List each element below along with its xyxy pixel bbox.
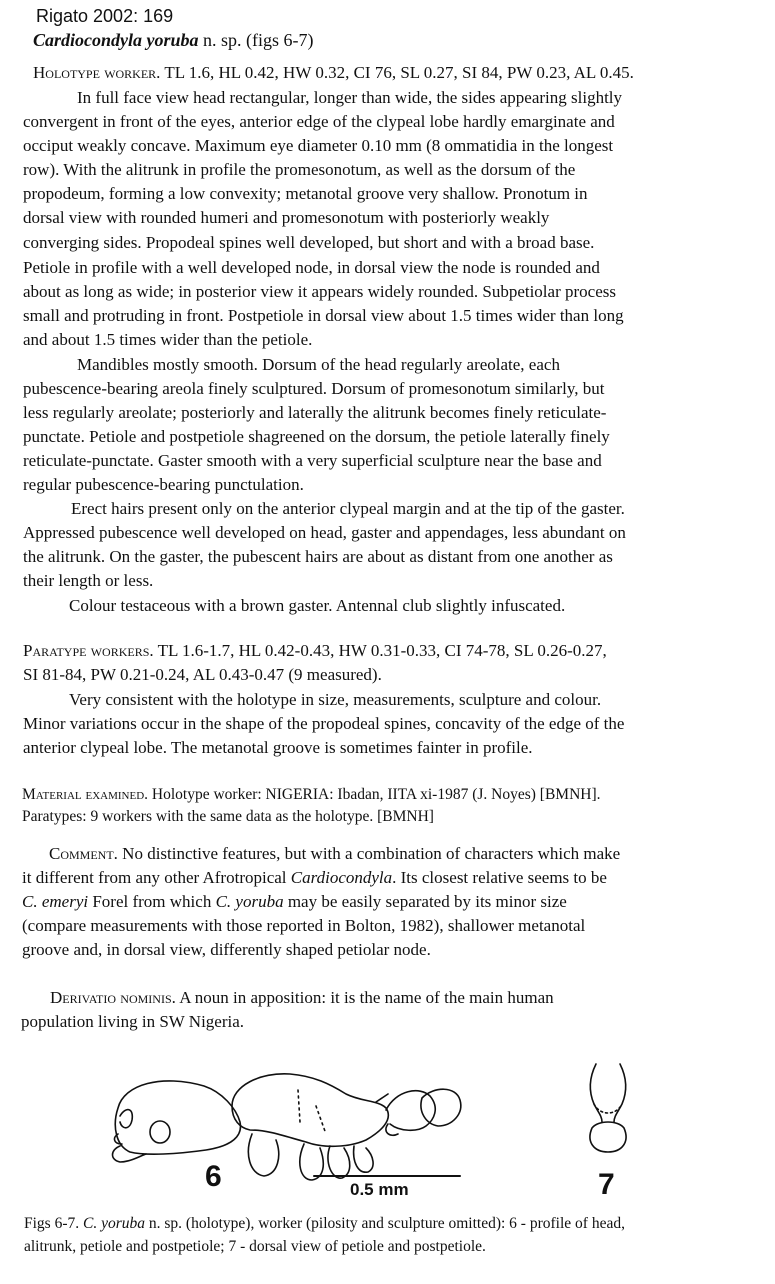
eye: [150, 1121, 170, 1143]
comment-line-2: [22, 867, 607, 889]
text-line: convergent in front of the eyes, anterior edge of the clypeal lobe hardly emarginate and: [23, 112, 615, 131]
material-line-2: Paratypes: 9 workers with the same data as the holotype. [BMNH]: [22, 808, 434, 825]
comment-text-1: No distinctive features, but with a combination of characters which make: [117, 844, 621, 863]
text-line: Petiole in profile with a well developed node, in dorsal view the node is rounded and: [23, 258, 600, 277]
figure-caption-line-1: [24, 1213, 625, 1235]
holotype-heading: Holotype worker.: [33, 63, 161, 82]
text-line: Minor variations occur in the shape of the propodeal spines, concavity of the edge of the: [23, 714, 625, 733]
text-line: dorsal view with rounded humeri and promesonotum with posteriorly weakly: [23, 208, 550, 227]
derivatio-line-1: [50, 987, 554, 1009]
holotype-paragraph-4: Colour testaceous with a brown gaster. Antennal club slightly infuscated.: [69, 596, 566, 615]
text-line: Erect hairs present only on the anterior clypeal margin and at the tip of the gaster.: [71, 499, 625, 518]
hindleg-segment: [354, 1146, 373, 1172]
figure-6-label: 6: [205, 1160, 222, 1193]
species-suffix: n. sp. (figs 6-7): [198, 30, 314, 50]
figure-caption-line-2: alitrunk, petiole and postpetiole; 7 - dorsal view of petiole and postpetiole.: [24, 1238, 486, 1255]
alitrunk-outline: [232, 1074, 388, 1146]
text-line: converging sides. Propodeal spines well developed, but short and with a broad base.: [23, 233, 595, 252]
caption-species: C. yoruba: [83, 1215, 145, 1232]
comment-text: it different from any other Afrotropical: [22, 868, 291, 887]
text-line: less regularly areolate; posteriorly and laterally the alitrunk becomes finely reticulate-: [23, 403, 607, 422]
text-line: occiput weakly concave. Maximum eye diameter 0.10 mm (8 ommatidia in the longest: [23, 136, 614, 155]
text-line: about as long as wide; in posterior view it appears widely rounded. Subpetiolar process: [23, 282, 616, 301]
holotype-measurements: TL 1.6, HL 0.42, HW 0.32, CI 76, SL 0.27, SI 84, PW 0.23, AL 0.45.: [160, 63, 634, 82]
text-line: anterior clypeal lobe. The metanotal groove is sometimes fainter in profile.: [23, 738, 533, 757]
petiole-outline: [386, 1091, 435, 1131]
derivatio-heading: Derivatio nominis.: [50, 988, 176, 1007]
antenna-socket: [120, 1110, 132, 1128]
paratype-measurements-2: SI 81-84, PW 0.21-0.24, AL 0.43-0.47 (9 measured).: [23, 665, 382, 684]
fig7-petiole-left: [590, 1064, 602, 1122]
comment-line-3: [22, 891, 567, 913]
citation: Rigato 2002: 169: [36, 6, 174, 26]
species-emeryi: C. emeryi: [22, 892, 89, 911]
genus-name: Cardiocondyla: [290, 868, 393, 887]
postpetiole-outline: [421, 1089, 461, 1126]
head-outline: [115, 1081, 240, 1154]
text-line: reticulate-punctate. Gaster smooth with a very superficial sculpture near the base and: [23, 451, 602, 470]
text-line: row). With the alitrunk in profile the promesonotum, as well as the dorsum of the: [23, 160, 576, 179]
paratype-measurements-1: TL 1.6-1.7, HL 0.42-0.43, HW 0.31-0.33, CI 74-78, SL 0.26-0.27,: [153, 641, 607, 660]
species-title: [33, 29, 314, 51]
fig7-postpetiole: [590, 1122, 626, 1152]
text-line: the alitrunk. On the gaster, the pubescent hairs are about as distant from one another as: [23, 547, 613, 566]
text-line: small and protruding in front. Postpetiole in dorsal view about 1.5 times wider than long: [23, 306, 624, 325]
comment-heading: Comment.: [49, 844, 118, 863]
paratype-heading: Paratype workers.: [23, 641, 154, 660]
comment-text: may be easily separated by its minor size: [283, 892, 567, 911]
figure-7-label: 7: [598, 1168, 615, 1201]
comment-text: Forel from which: [88, 892, 216, 911]
derivatio-text-1: A noun in apposition: it is the name of the main human: [175, 988, 554, 1007]
paratype-heading-line: [23, 640, 607, 662]
mesosoma-line: [316, 1106, 326, 1134]
foreleg-coxa: [248, 1134, 278, 1176]
comment-text: . Its closest relative seems to be: [392, 868, 607, 887]
text-line: Very consistent with the holotype in size, measurements, sculpture and colour.: [69, 690, 602, 709]
caption-text: n. sp. (holotype), worker (pilosity and sculpture omitted): 6 - profile of head,: [145, 1215, 625, 1232]
comment-line-1: [49, 843, 620, 865]
material-heading: Material examined.: [22, 786, 149, 803]
comment-line-5: groove and, in dorsal view, differently shaped petiolar node.: [22, 940, 431, 959]
species-name: Cardiocondyla yoruba: [33, 30, 199, 50]
comment-line-4: (compare measurements with those reported in Bolton, 1982), shallower metanotal: [22, 916, 586, 935]
text-line: propodeum, forming a low convexity; metanotal groove very shallow. Pronotum in: [23, 184, 588, 203]
material-text-1: Holotype worker: NIGERIA: Ibadan, IITA xi-1987 (J. Noyes) [BMNH].: [148, 786, 601, 803]
text-line: Appressed pubescence well developed on head, gaster and appendages, less abundant on: [23, 523, 626, 542]
text-line: and about 1.5 times wider than the petiole.: [23, 330, 313, 349]
propodeal-spine: [376, 1094, 388, 1102]
caption-text: Figs 6-7.: [24, 1215, 83, 1232]
pronotal-line: [298, 1090, 300, 1122]
scale-bar-label: 0.5 mm: [350, 1180, 409, 1199]
holotype-heading-line: [33, 62, 634, 84]
text-line: In full face view head rectangular, longer than wide, the sides appearing slightly: [77, 88, 623, 107]
hindleg-coxa: [328, 1146, 350, 1178]
species-yoruba: C. yoruba: [215, 892, 284, 911]
text-line: regular pubescence-bearing punctulation.: [23, 475, 304, 494]
text-line: their length or less.: [23, 571, 154, 590]
text-line: punctate. Petiole and postpetiole shagreened on the dorsum, the petiole laterally finely: [23, 427, 610, 446]
fig7-petiole-right: [614, 1064, 626, 1122]
derivatio-line-2: population living in SW Nigeria.: [21, 1012, 245, 1031]
material-line-1: [22, 784, 601, 806]
midleg-coxa: [300, 1144, 323, 1180]
text-line: pubescence-bearing areola finely sculptured. Dorsum of promesonotum similarly, but: [23, 379, 605, 398]
text-line: Mandibles mostly smooth. Dorsum of the head regularly areolate, each: [77, 355, 560, 374]
